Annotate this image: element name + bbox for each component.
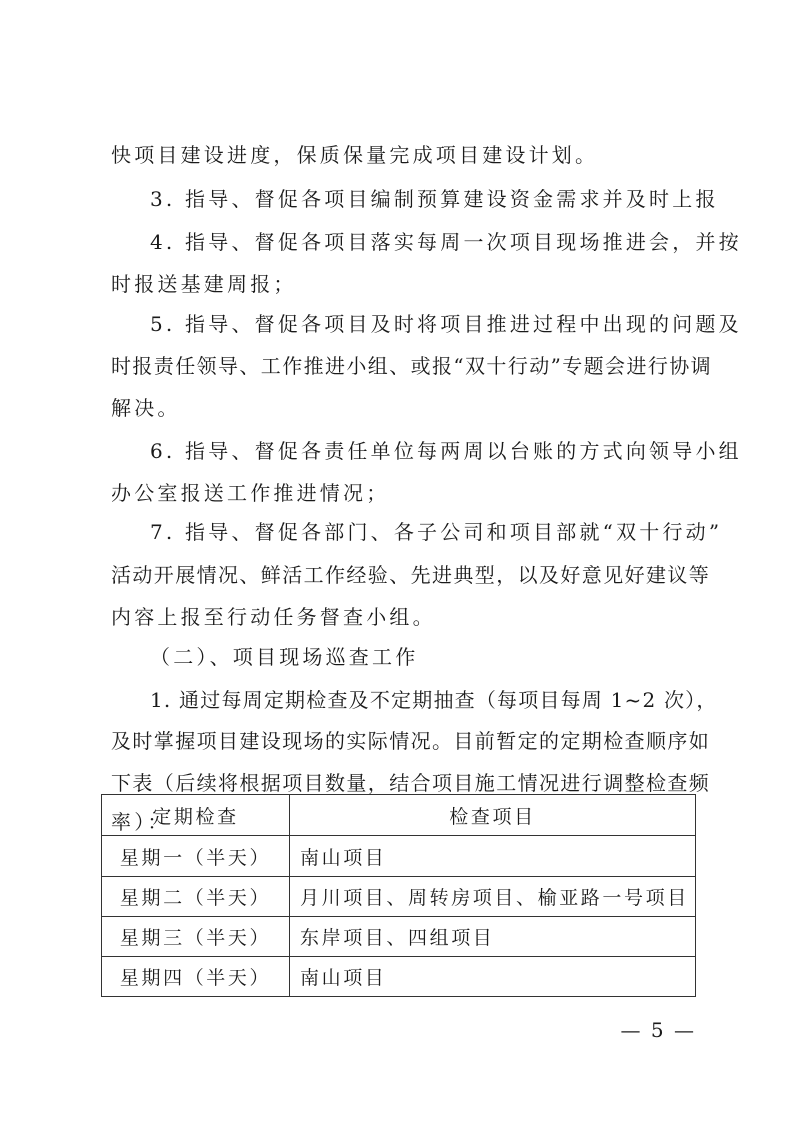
paragraph-line: 时报送基建周报； [111,272,297,296]
paragraph-line: 快项目建设进度，保质保量完成项目建设计划。 [111,143,599,167]
table-header-cell: 定期检查 [102,795,290,835]
page-number: — 5 — [620,1018,696,1042]
paragraph-line: 办公室报送工作推进情况； [111,481,390,505]
paragraph-line: 6. 指导、督促各责任单位每两周以台账的方式向领导小组 [150,439,742,463]
inspection-schedule-table [101,794,696,997]
table-row [102,877,695,917]
paragraph-line: 率）： [111,810,171,834]
paragraph-line: 3. 指导、督促各项目编制预算建设资金需求并及时上报 [150,187,719,211]
table-cell: 南山项目 [300,967,387,989]
section-heading: （二）、项目现场巡查工作 [150,645,419,669]
table-row [102,917,695,957]
paragraph-line: 5. 指导、督促各项目及时将项目推进过程中出现的问题及 [150,312,742,336]
table-cell: 南山项目 [300,846,387,869]
paragraph-line: 解决。 [111,396,181,420]
paragraph-line: 活动开展情况、鲜活工作经验、先进典型，以及好意见好建议等 [111,563,711,587]
table-header-cell: 检查项目 [449,805,536,828]
table-cell: 星期四（半天） [102,957,290,996]
paragraph-line: 下表（后续将根据项目数量，结合项目施工情况进行调整检查频 [111,771,711,795]
table-row [102,836,695,877]
paragraph-line: 内容上报至行动任务督查小组。 [111,605,436,629]
paragraph-line: 时报责任领导、工作推进小组、或报“双十行动”专题会进行协调 [111,354,713,378]
paragraph-line: 及时掌握项目建设现场的实际情况。目前暂定的定期检查顺序如 [111,729,711,753]
table-row [102,957,695,996]
paragraph-line: 4. 指导、督促各项目落实每周一次项目现场推进会，并按 [150,230,742,254]
table-header-row [102,795,695,836]
table-cell: 星期二（半天） [102,877,290,916]
table-cell: 东岸项目、四组项目 [300,927,495,949]
table-cell: 星期一（半天） [102,836,290,876]
table-cell: 月川项目、周转房项目、榆亚路一号项目 [300,887,689,909]
paragraph-line: 1. 通过每周定期检查及不定期抽查（每项目每周 1~2 次）， [150,688,718,712]
paragraph-line: 7. 指导、督促各部门、各子公司和项目部就“双十行动” [150,520,723,544]
table-cell: 星期三（半天） [102,917,290,956]
